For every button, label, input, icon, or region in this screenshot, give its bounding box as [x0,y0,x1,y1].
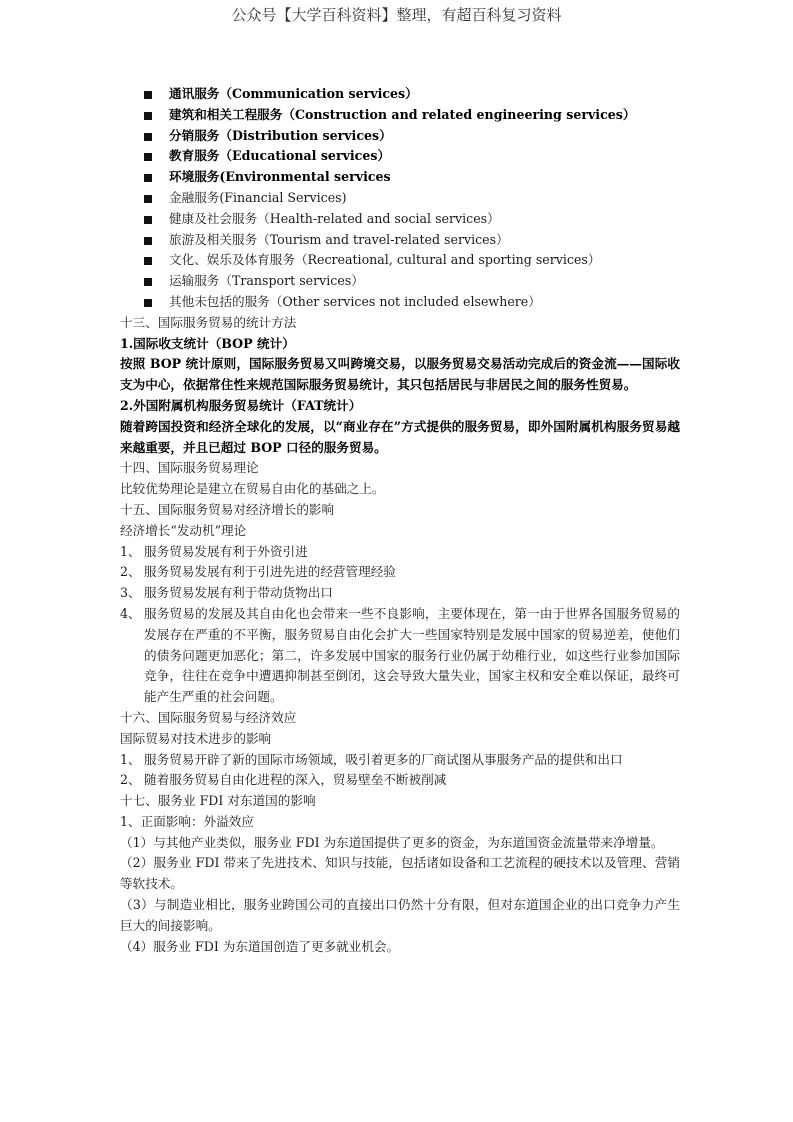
section-15-subheading: 经济增长“发动机”理论 [120,522,247,538]
square-bullet-icon [144,278,152,286]
bop-paragraph: 按照 BOP 统计原则，国际服务贸易又叫跨境交易，以服务贸易交易活动完成后的资金流——国际收支为中心，依据常住性来规范国际服务贸易统计，其只包括居民与非居民之间的服务性贸易。 [120,356,680,393]
list-item: 其他未包括的服务（Other services not included elsewhere） [120,292,680,313]
section-14-text: 比较优势理论是建立在贸易自由化的基础之上。 [120,481,385,497]
numbered-item: 2、 服务贸易发展有利于引进先进的经营管理经验 [120,564,396,580]
list-item: 教育服务（Educational services） [120,146,680,167]
section-17-subheading: 1、正面影响：外溢效应 [120,813,254,829]
list-item: 通讯服务（Communication services） [120,84,680,105]
paragraph-item: （1）与其他产业类似，服务业 FDI 为东道国提供了更多的资金，为东道国资金流量带来净增量。 [120,834,664,850]
square-bullet-icon [144,216,152,224]
square-bullet-icon [144,195,152,203]
fat-title: 2.外国附属机构服务贸易统计（FAT统计） [120,397,362,413]
square-bullet-icon [144,153,152,161]
square-bullet-icon [144,257,152,265]
paragraph-item: （2）服务业 FDI 带来了先进技术、知识与技能，包括诸如设备和工艺流程的硬技术以及管理、营销等软技术。 [120,855,680,892]
paragraph-item: （4）服务业 FDI 为东道国创造了更多就业机会。 [120,938,400,954]
list-item: 文化、娱乐及体育服务（Recreational, cultural and sporting services） [120,250,680,271]
section-17-heading: 十七、服务业 FDI 对东道国的影响 [120,793,316,809]
document-body [120,84,680,957]
page-header: 公众号【大学百科资料】整理，有超百科复习资料 [231,6,562,24]
list-item: 旅游及相关服务（Tourism and travel-related services） [120,230,680,251]
list-item: 金融服务(Financial Services) [120,188,680,209]
square-bullet-icon [144,299,152,307]
numbered-item: 1、 服务贸易开辟了新的国际市场领域，吸引着更多的厂商试图从事服务产品的提供和出口 [120,751,623,767]
section-16-subheading: 国际贸易对技术进步的影响 [120,730,272,746]
numbered-item: 3、 服务贸易发展有利于带动货物出口 [120,585,333,601]
list-item: 运输服务（Transport services） [120,271,680,292]
list-item: 分销服务（Distribution services） [120,126,680,147]
square-bullet-icon [144,112,152,120]
bop-title: 1.国际收支统计（BOP 统计） [120,335,295,351]
list-item: 环境服务(Environmental services [120,167,680,188]
paragraph-item: （3）与制造业相比，服务业跨国公司的直接出口仍然十分有限，但对东道国企业的出口竞争力产生巨大的间接影响。 [120,897,680,933]
list-item: 建筑和相关工程服务（Construction and related engineering services） [120,105,680,126]
square-bullet-icon [144,133,152,141]
square-bullet-icon [144,91,152,99]
numbered-item: 4、 服务贸易的发展及其自由化也会带来一些不良影响，主要体现在，第一由于世界各国服务贸易的发展存在严重的不平衡，服务贸易自由化会扩大一些国家特别是发展中国家的贸易逆差，使他们的债务问题更加恶化；第二，许多发展中国家的服务行业仍属于幼稚行业，如这些行业参加国际竞争，往往在竞争中遭遇抑制甚至倒闭，这会导致大量失业，国家主权和安全难以保证，最终可能产生严重的社会问题。 [120,605,680,705]
square-bullet-icon [144,237,152,245]
section-15-heading: 十五、国际服务贸易对经济增长的影响 [120,501,335,517]
fat-paragraph: 随着跨国投资和经济全球化的发展，以“商业存在”方式提供的服务贸易，即外国附属机构服务贸易越来越重要，并且已超过 BOP 口径的服务贸易。 [120,418,680,455]
service-category-list [120,84,680,313]
section-14-heading: 十四、国际服务贸易理论 [120,460,259,476]
numbered-item: 1、 服务贸易发展有利于外资引进 [120,543,308,559]
section-13-heading: 十三、国际服务贸易的统计方法 [120,314,297,330]
numbered-item: 2、 随着服务贸易自由化进程的深入，贸易壁垒不断被削减 [120,772,447,788]
section-16-heading: 十六、国际服务贸易与经济效应 [120,709,297,725]
square-bullet-icon [144,174,152,182]
list-item: 健康及社会服务（Health-related and social services） [120,209,680,230]
